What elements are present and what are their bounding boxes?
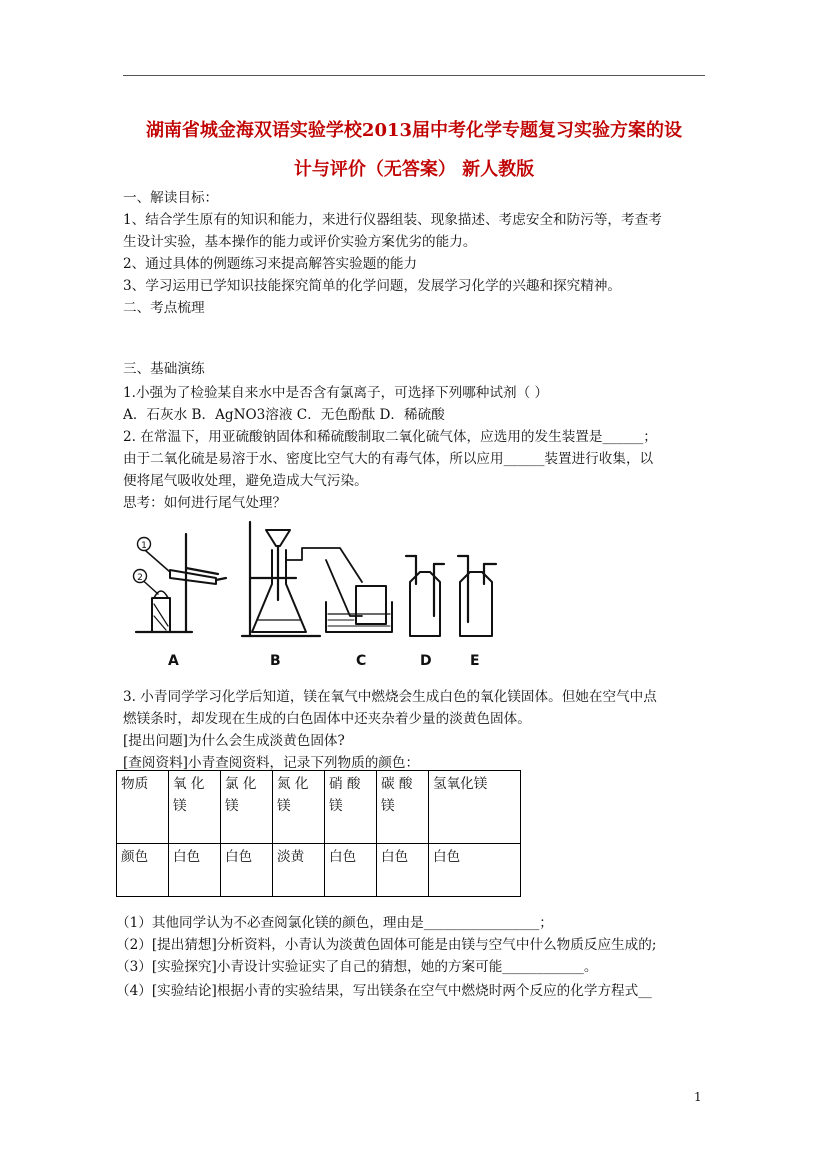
svg-text:2: 2 bbox=[137, 573, 143, 583]
sub-question-2: （2）[提出猜想]分析资料，小青认为淡黄色固体可能是由镁与空气中什么物质反应生成的; bbox=[116, 937, 657, 953]
question3-problem: [提出问题]为什么会生成淡黄色固体? bbox=[123, 733, 345, 749]
question3-lookup: [查阅资料]小青查阅资料，记录下列物质的颜色： bbox=[123, 755, 420, 771]
sub-question-4: （4）[实验结论]根据小青的实验结果，写出镁条在空气中燃烧时两个反应的化学方程式__ bbox=[116, 983, 652, 999]
apparatus-diagram bbox=[130, 520, 510, 672]
question2-line-a: 2. 在常温下，用亚硫酸钠固体和稀硫酸制取二氧化硫气体，应选用的发生装置是______； bbox=[123, 429, 657, 445]
table-cell: 白色 bbox=[377, 844, 429, 897]
table-row bbox=[117, 844, 521, 897]
apparatus-d bbox=[406, 556, 444, 636]
table-header-row bbox=[117, 771, 521, 844]
page-number: 1 bbox=[694, 1090, 702, 1104]
apparatus-marker-1 bbox=[138, 538, 151, 552]
table-cell: 氧 化 镁 bbox=[169, 771, 221, 844]
section3-heading: 三、基础演练 bbox=[123, 361, 205, 377]
table-cell: 氢氧化镁 bbox=[429, 771, 521, 844]
table-cell: 白色 bbox=[221, 844, 273, 897]
apparatus-c bbox=[326, 560, 392, 632]
apparatus-label-c: C bbox=[356, 653, 367, 669]
think-prompt: 思考：如何进行尾气处理？ bbox=[123, 495, 287, 511]
apparatus-e bbox=[458, 556, 496, 636]
svg-text:1: 1 bbox=[141, 541, 147, 551]
goal3: 3、学习运用已学知识技能探究简单的化学问题，发展学习化学的兴趣和探究精神。 bbox=[123, 278, 622, 294]
apparatus-a bbox=[136, 534, 226, 632]
table-cell: 白色 bbox=[325, 844, 377, 897]
sub-question-1: （1）其他同学认为不必查阅氯化镁的颜色，理由是_________________； bbox=[116, 915, 553, 931]
goal1-line-a: 1、结合学生原有的知识和能力，来进行仪器组装、现象描述、考虑安全和防污等，考查考 bbox=[123, 212, 662, 228]
table-cell: 硝 酸 镁 bbox=[325, 771, 377, 844]
sub-question-3: （3）[实验探究]小青设计实验证实了自己的猜想，她的方案可能____________。 bbox=[116, 959, 598, 975]
section1-heading: 一、解读目标： bbox=[123, 190, 219, 206]
table-cell: 淡黄 bbox=[273, 844, 325, 897]
apparatus-label-e: E bbox=[470, 653, 480, 669]
header-rule bbox=[123, 75, 705, 76]
table-cell: 白色 bbox=[169, 844, 221, 897]
apparatus-marker-2 bbox=[134, 570, 147, 584]
section2-heading: 二、考点梳理 bbox=[123, 300, 205, 316]
goal2: 2、通过具体的例题练习来提高解答实验题的能力 bbox=[123, 256, 418, 272]
table-cell: 碳 酸 镁 bbox=[377, 771, 429, 844]
table-cell: 氯 化 镁 bbox=[221, 771, 273, 844]
doc-title-line2: 计与评价（无答案） 新人教版 bbox=[293, 159, 535, 180]
question2-line-b: 由于二氧化硫是易溶于水、密度比空气大的有毒气体，所以应用______装置进行收集，以 bbox=[123, 451, 654, 467]
question1: 1.小强为了检验某自来水中是否含有氯离子，可选择下列哪种试剂（ ） bbox=[123, 385, 549, 401]
table-cell: 白色 bbox=[429, 844, 521, 897]
question1-options: A．石灰水 B．AgNO3溶液 C．无色酚酞 D．稀硫酸 bbox=[123, 407, 445, 423]
apparatus-label-b: B bbox=[270, 653, 281, 669]
table-cell: 物质 bbox=[117, 771, 169, 844]
goal1-line-b: 生设计实验，基本操作的能力或评价实验方案优劣的能力。 bbox=[123, 234, 477, 250]
apparatus-b bbox=[242, 522, 362, 636]
table-cell: 颜色 bbox=[117, 844, 169, 897]
apparatus-label-d: D bbox=[420, 653, 432, 669]
doc-title-line1: 湖南省城金海双语实验学校2013届中考化学专题复习实验方案的设 bbox=[145, 120, 683, 141]
question3-line-a: 3. 小青同学学习化学后知道，镁在氧气中燃烧会生成白色的氧化镁固体。但她在空气中点 bbox=[123, 689, 657, 705]
apparatus-label-a: A bbox=[168, 653, 179, 669]
question2-line-c: 便将尾气吸收处理，避免造成大气污染。 bbox=[123, 473, 368, 489]
table-cell: 氮 化 镁 bbox=[273, 771, 325, 844]
question3-line-b: 燃镁条时，却发现在生成的白色固体中还夹杂着少量的淡黄色固体。 bbox=[123, 711, 531, 727]
color-table bbox=[116, 770, 521, 897]
